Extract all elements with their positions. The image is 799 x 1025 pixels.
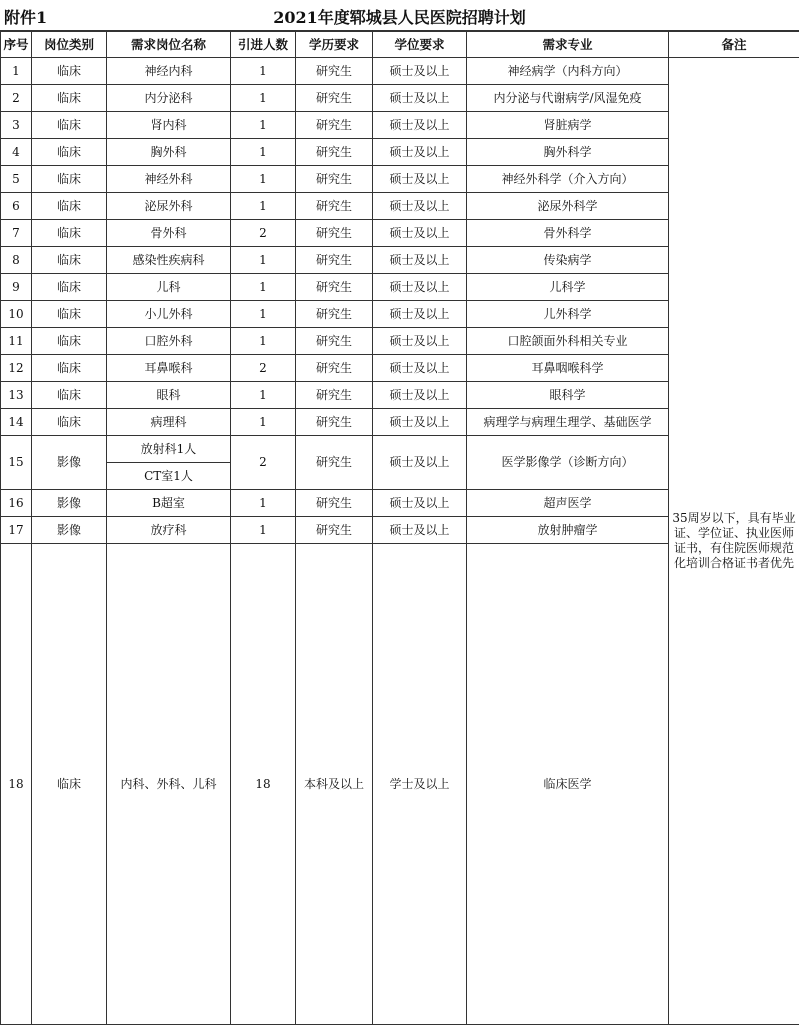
header-category: 岗位类别 [32,32,107,58]
cell-position: CT室1人 [107,463,231,490]
cell-position: 放疗科 [107,517,231,544]
cell-degree: 硕士及以上 [373,220,467,247]
cell-position: 感染性疾病科 [107,247,231,274]
cell-no: 1 [1,58,32,85]
cell-education: 研究生 [296,58,373,85]
cell-education: 研究生 [296,247,373,274]
cell-category: 临床 [32,112,107,139]
cell-major: 临床医学 [467,544,669,1025]
cell-category: 临床 [32,139,107,166]
cell-count: 1 [231,382,296,409]
cell-degree: 硕士及以上 [373,382,467,409]
cell-category: 临床 [32,247,107,274]
cell-category: 临床 [32,85,107,112]
cell-category: 临床 [32,544,107,1025]
cell-count: 1 [231,139,296,166]
cell-no: 16 [1,490,32,517]
cell-education: 研究生 [296,490,373,517]
cell-degree: 硕士及以上 [373,301,467,328]
cell-no: 4 [1,139,32,166]
cell-degree: 硕士及以上 [373,490,467,517]
cell-count: 1 [231,301,296,328]
cell-count: 1 [231,166,296,193]
cell-category: 临床 [32,58,107,85]
cell-education: 本科及以上 [296,544,373,1025]
cell-no: 15 [1,436,32,490]
cell-degree: 硕士及以上 [373,58,467,85]
cell-position: 口腔外科 [107,328,231,355]
cell-major: 儿科学 [467,274,669,301]
cell-degree: 硕士及以上 [373,166,467,193]
cell-category: 临床 [32,355,107,382]
cell-major: 内分泌与代谢病学/风湿免疫 [467,85,669,112]
cell-count: 1 [231,247,296,274]
cell-no: 14 [1,409,32,436]
cell-no: 18 [1,544,32,1025]
cell-count: 2 [231,355,296,382]
cell-category: 临床 [32,328,107,355]
cell-major: 病理学与病理生理学、基础医学 [467,409,669,436]
cell-category: 临床 [32,166,107,193]
cell-no: 7 [1,220,32,247]
cell-education: 研究生 [296,382,373,409]
page-title: 2021年度郓城县人民医院招聘计划 [0,5,799,28]
cell-major: 神经病学（内科方向） [467,58,669,85]
cell-major: 骨外科学 [467,220,669,247]
cell-count: 2 [231,220,296,247]
cell-count: 1 [231,85,296,112]
cell-no: 3 [1,112,32,139]
cell-position: 骨外科 [107,220,231,247]
cell-position: 神经内科 [107,58,231,85]
cell-major: 神经外科学（介入方向） [467,166,669,193]
cell-major: 眼科学 [467,382,669,409]
cell-count: 1 [231,328,296,355]
cell-education: 研究生 [296,517,373,544]
cell-education: 研究生 [296,166,373,193]
cell-no: 5 [1,166,32,193]
cell-education: 研究生 [296,139,373,166]
cell-no: 12 [1,355,32,382]
cell-major: 肾脏病学 [467,112,669,139]
cell-count: 1 [231,490,296,517]
cell-count: 1 [231,274,296,301]
header-count: 引进人数 [231,32,296,58]
cell-education: 研究生 [296,328,373,355]
cell-position: 眼科 [107,382,231,409]
header-no: 序号 [1,32,32,58]
cell-position: 病理科 [107,409,231,436]
cell-degree: 硕士及以上 [373,355,467,382]
cell-count: 1 [231,517,296,544]
cell-education: 研究生 [296,274,373,301]
cell-major: 口腔颌面外科相关专业 [467,328,669,355]
cell-position: 泌尿外科 [107,193,231,220]
cell-major: 耳鼻咽喉科学 [467,355,669,382]
cell-degree: 硕士及以上 [373,193,467,220]
cell-education: 研究生 [296,409,373,436]
cell-degree: 硕士及以上 [373,517,467,544]
cell-category: 临床 [32,193,107,220]
cell-major: 超声医学 [467,490,669,517]
cell-degree: 硕士及以上 [373,85,467,112]
recruitment-table [0,31,799,1025]
sheet-header [0,0,799,31]
cell-major: 儿外科学 [467,301,669,328]
cell-no: 11 [1,328,32,355]
cell-education: 研究生 [296,193,373,220]
cell-degree: 硕士及以上 [373,274,467,301]
cell-note-rows-1-17: 35周岁以下，具有毕业证、学位证、执业医师证书，有住院医师规范化培训合格证书者优先 [669,58,799,1025]
cell-education: 研究生 [296,85,373,112]
table-header-row [1,32,799,58]
cell-position: 肾内科 [107,112,231,139]
cell-no: 8 [1,247,32,274]
header-degree: 学位要求 [373,32,467,58]
cell-count: 1 [231,409,296,436]
cell-position: 内科、外科、儿科 [107,544,231,1025]
cell-count: 2 [231,436,296,490]
cell-major: 放射肿瘤学 [467,517,669,544]
cell-count: 1 [231,193,296,220]
cell-no: 6 [1,193,32,220]
cell-position: 小儿外科 [107,301,231,328]
cell-category: 影像 [32,517,107,544]
cell-degree: 硕士及以上 [373,436,467,490]
cell-category: 临床 [32,409,107,436]
cell-major: 医学影像学（诊断方向） [467,436,669,490]
header-note: 备注 [669,32,799,58]
cell-degree: 硕士及以上 [373,247,467,274]
cell-category: 临床 [32,220,107,247]
cell-position: B超室 [107,490,231,517]
header-position: 需求岗位名称 [107,32,231,58]
cell-position: 儿科 [107,274,231,301]
annex-label: 附件1 [4,5,47,28]
cell-education: 研究生 [296,355,373,382]
cell-major: 胸外科学 [467,139,669,166]
cell-count: 1 [231,112,296,139]
header-education: 学历要求 [296,32,373,58]
table-body [1,58,799,1025]
cell-position: 神经外科 [107,166,231,193]
cell-position: 内分泌科 [107,85,231,112]
cell-category: 临床 [32,382,107,409]
cell-degree: 硕士及以上 [373,112,467,139]
cell-major: 传染病学 [467,247,669,274]
cell-category: 影像 [32,436,107,490]
table-row [1,58,799,85]
cell-education: 研究生 [296,220,373,247]
cell-count: 1 [231,58,296,85]
cell-no: 17 [1,517,32,544]
cell-degree: 硕士及以上 [373,409,467,436]
cell-education: 研究生 [296,112,373,139]
cell-no: 2 [1,85,32,112]
cell-education: 研究生 [296,301,373,328]
cell-category: 临床 [32,274,107,301]
cell-degree: 学士及以上 [373,544,467,1025]
cell-position: 胸外科 [107,139,231,166]
cell-position: 耳鼻喉科 [107,355,231,382]
cell-category: 影像 [32,490,107,517]
cell-major: 泌尿外科学 [467,193,669,220]
header-major: 需求专业 [467,32,669,58]
cell-count: 18 [231,544,296,1025]
cell-no: 9 [1,274,32,301]
cell-degree: 硕士及以上 [373,328,467,355]
cell-education: 研究生 [296,436,373,490]
cell-position: 放射科1人 [107,436,231,463]
cell-no: 13 [1,382,32,409]
cell-degree: 硕士及以上 [373,139,467,166]
cell-no: 10 [1,301,32,328]
cell-category: 临床 [32,301,107,328]
